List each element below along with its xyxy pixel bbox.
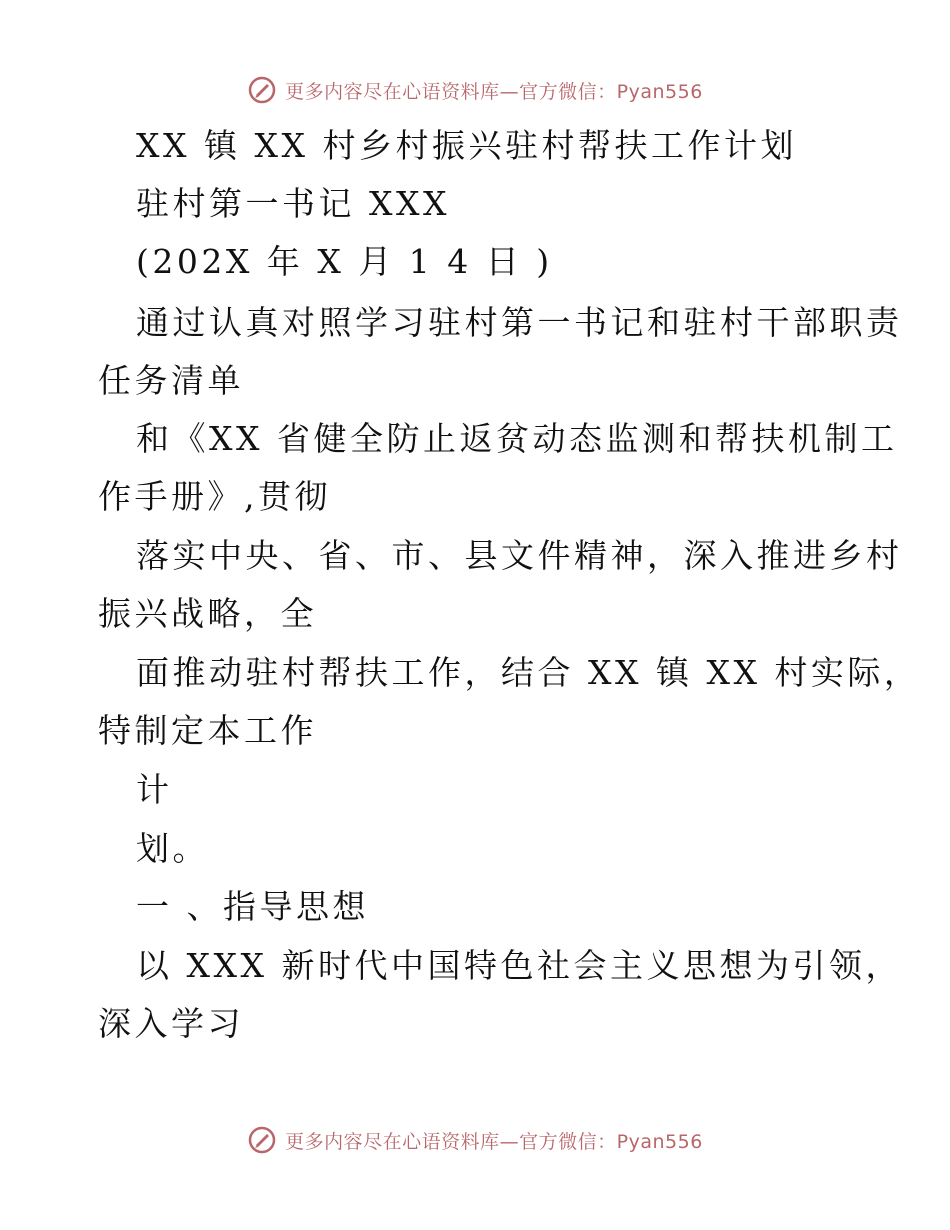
paragraph-line: 任务清单: [98, 361, 244, 400]
paragraph-line: 作手册》,贯彻: [98, 477, 331, 516]
paragraph-line: 和《XX 省健全防止返贫动态监测和帮扶机制工: [136, 419, 898, 458]
paragraph-line: 划。: [136, 829, 209, 868]
paragraph-line: 特制定本工作: [98, 711, 317, 750]
watermark-text: 更多内容尽在心语资料库—官方微信：Pyan556: [285, 1130, 703, 1153]
section-heading: 一 、指导思想: [136, 887, 369, 926]
paragraph-line: 以 XXX 新时代中国特色社会主义思想为引领，: [136, 946, 902, 985]
quill-logo-icon: [247, 1125, 277, 1155]
paragraph-line: 通过认真对照学习驻村第一书记和驻村干部职责: [136, 303, 903, 342]
paragraph-line: 计: [136, 770, 173, 809]
document-title: XX 镇 XX 村乡村振兴驻村帮扶工作计划: [136, 126, 797, 165]
document-date: (202X 年 X 月 1 4 日 ): [136, 242, 553, 281]
document-author: 驻村第一书记 XXX: [136, 184, 450, 223]
paragraph-line: 落实中央、省、市、县文件精神，深入推进乡村: [136, 536, 903, 575]
paragraph-line: 振兴战略，全: [98, 594, 317, 633]
watermark-footer: [0, 1120, 950, 1160]
paragraph-line: 深入学习: [98, 1004, 244, 1043]
paragraph-line: 面推动驻村帮扶工作，结合 XX 镇 XX 村实际，: [136, 653, 921, 692]
watermark-text: 更多内容尽在心语资料库—官方微信：Pyan556: [285, 80, 703, 103]
